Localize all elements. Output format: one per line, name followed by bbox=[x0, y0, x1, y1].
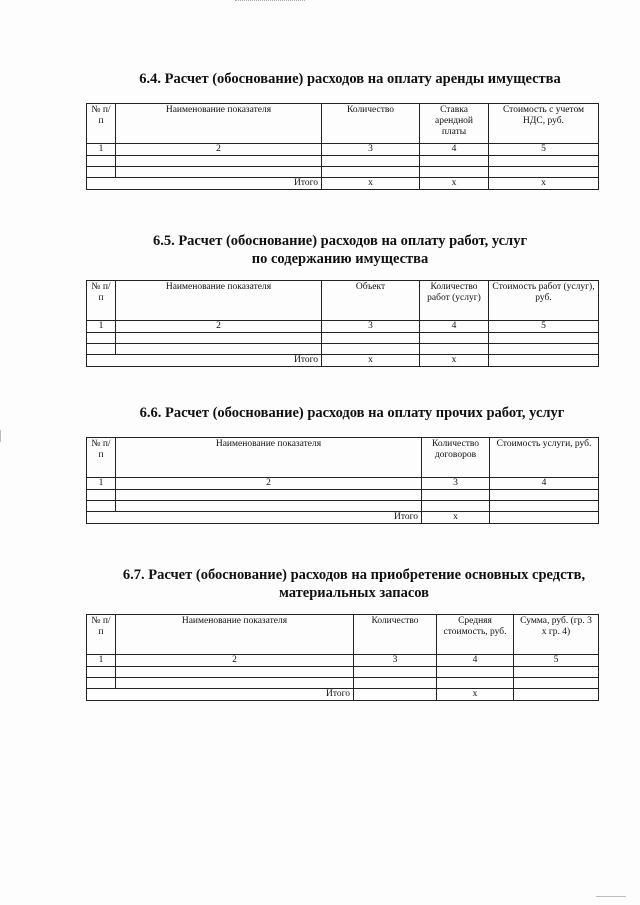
header-row bbox=[87, 615, 599, 655]
cell bbox=[87, 344, 116, 355]
title-line: материальных запасов bbox=[278, 585, 429, 601]
total-cell: x bbox=[437, 689, 514, 701]
header-cell: Наименование показателя bbox=[116, 615, 354, 655]
header-cell: Количество bbox=[322, 104, 420, 144]
title-line: 6.4. Расчет (обоснование) расходов на оплату аренды имущества bbox=[139, 71, 561, 87]
cell bbox=[87, 490, 116, 501]
column-number: 4 bbox=[420, 144, 489, 156]
column-number: 2 bbox=[116, 144, 322, 156]
cell bbox=[116, 156, 322, 167]
cell bbox=[87, 156, 116, 167]
column-number-row bbox=[87, 478, 599, 490]
cell bbox=[489, 156, 599, 167]
header-cell: № п/п bbox=[87, 438, 116, 478]
column-number: 1 bbox=[87, 321, 116, 333]
header-cell: Количество работ (услуг) bbox=[420, 281, 489, 321]
column-number: 1 bbox=[87, 655, 116, 667]
cell bbox=[116, 344, 322, 355]
header-cell: № п/п bbox=[87, 281, 116, 321]
section-title-6-7 bbox=[68, 566, 640, 602]
header-cell: Ставка арендной платы bbox=[420, 104, 489, 144]
cell bbox=[489, 333, 599, 344]
total-cell: x bbox=[489, 178, 599, 190]
table-fixed-assets bbox=[86, 614, 599, 701]
cell bbox=[422, 490, 490, 501]
cell bbox=[87, 167, 116, 178]
header-cell: № п/п bbox=[87, 104, 116, 144]
header-cell: № п/п bbox=[87, 615, 116, 655]
table-rent bbox=[86, 103, 599, 190]
header-cell: Количество bbox=[354, 615, 437, 655]
total-cell: x bbox=[420, 355, 489, 367]
column-number: 4 bbox=[420, 321, 489, 333]
title-line: 6.5. Расчет (обоснование) расходов на оплату работ, услуг bbox=[152, 233, 528, 249]
cell bbox=[87, 678, 116, 689]
cell bbox=[116, 501, 422, 512]
header-cell: Сумма, руб. (гр. 3 х гр. 4) bbox=[514, 615, 599, 655]
cell bbox=[514, 667, 599, 678]
header-cell: Объект bbox=[322, 281, 420, 321]
total-cell bbox=[354, 689, 437, 701]
total-label: Итого bbox=[87, 689, 354, 701]
cell bbox=[490, 490, 599, 501]
header-cell: Наименование показателя bbox=[116, 104, 322, 144]
total-row bbox=[87, 689, 599, 701]
cell bbox=[422, 501, 490, 512]
column-number: 2 bbox=[116, 655, 354, 667]
total-row bbox=[87, 178, 599, 190]
header-cell: Наименование показателя bbox=[116, 438, 422, 478]
empty-row bbox=[87, 667, 599, 678]
column-number: 5 bbox=[514, 655, 599, 667]
total-cell: x bbox=[422, 512, 490, 524]
section-title-6-5 bbox=[40, 232, 640, 268]
title-line: 6.6. Расчет (обоснование) расходов на оплату прочих работ, услуг bbox=[139, 405, 565, 421]
column-number-row bbox=[87, 655, 599, 667]
section-title-6-4 bbox=[60, 70, 640, 88]
column-number: 5 bbox=[489, 321, 599, 333]
column-number: 5 bbox=[489, 144, 599, 156]
column-number: 1 bbox=[87, 478, 116, 490]
cell bbox=[322, 333, 420, 344]
cell bbox=[420, 333, 489, 344]
empty-row bbox=[87, 167, 599, 178]
cell bbox=[87, 333, 116, 344]
cell bbox=[116, 490, 422, 501]
title-line: 6.7. Расчет (обоснование) расходов на приобретение основных средств, bbox=[122, 567, 586, 583]
column-number-row bbox=[87, 144, 599, 156]
scan-artifact bbox=[235, 0, 305, 3]
scan-artifact bbox=[0, 430, 5, 442]
empty-row bbox=[87, 678, 599, 689]
cell bbox=[116, 333, 322, 344]
column-number: 3 bbox=[422, 478, 490, 490]
cell bbox=[354, 667, 437, 678]
scan-artifact bbox=[596, 896, 626, 899]
cell bbox=[116, 678, 354, 689]
cell bbox=[322, 156, 420, 167]
cell bbox=[489, 344, 599, 355]
total-cell bbox=[489, 355, 599, 367]
column-number: 3 bbox=[322, 144, 420, 156]
cell bbox=[420, 344, 489, 355]
cell bbox=[490, 501, 599, 512]
empty-row bbox=[87, 344, 599, 355]
column-number-row bbox=[87, 321, 599, 333]
cell bbox=[514, 678, 599, 689]
header-row bbox=[87, 438, 599, 478]
column-number: 3 bbox=[354, 655, 437, 667]
title-line: по содержанию имущества bbox=[251, 251, 429, 267]
cell bbox=[322, 167, 420, 178]
header-cell: Наименование показателя bbox=[116, 281, 322, 321]
cell bbox=[437, 678, 514, 689]
column-number: 3 bbox=[322, 321, 420, 333]
cell bbox=[420, 167, 489, 178]
cell bbox=[116, 667, 354, 678]
header-row bbox=[87, 281, 599, 321]
empty-row bbox=[87, 501, 599, 512]
total-cell: x bbox=[420, 178, 489, 190]
empty-row bbox=[87, 156, 599, 167]
cell bbox=[87, 667, 116, 678]
table-maintenance bbox=[86, 280, 599, 367]
total-cell bbox=[514, 689, 599, 701]
cell bbox=[116, 167, 322, 178]
column-number: 2 bbox=[116, 321, 322, 333]
column-number: 4 bbox=[490, 478, 599, 490]
table-other-services bbox=[86, 437, 599, 524]
total-label: Итого bbox=[87, 512, 422, 524]
total-row bbox=[87, 512, 599, 524]
total-cell: x bbox=[322, 178, 420, 190]
total-label: Итого bbox=[87, 355, 322, 367]
total-label: Итого bbox=[87, 178, 322, 190]
cell bbox=[322, 344, 420, 355]
cell bbox=[489, 167, 599, 178]
column-number: 2 bbox=[116, 478, 422, 490]
empty-row bbox=[87, 490, 599, 501]
header-cell: Средняя стоимость, руб. bbox=[437, 615, 514, 655]
column-number: 1 bbox=[87, 144, 116, 156]
cell bbox=[437, 667, 514, 678]
cell bbox=[87, 501, 116, 512]
total-row bbox=[87, 355, 599, 367]
total-cell: x bbox=[322, 355, 420, 367]
header-cell: Стоимость работ (услуг), руб. bbox=[489, 281, 599, 321]
cell bbox=[354, 678, 437, 689]
header-cell: Стоимость услуги, руб. bbox=[490, 438, 599, 478]
empty-row bbox=[87, 333, 599, 344]
column-number: 4 bbox=[437, 655, 514, 667]
header-cell: Стоимость с учетом НДС, руб. bbox=[489, 104, 599, 144]
header-cell: Количество договоров bbox=[422, 438, 490, 478]
cell bbox=[420, 156, 489, 167]
total-cell bbox=[490, 512, 599, 524]
section-title-6-6 bbox=[64, 404, 640, 422]
header-row bbox=[87, 104, 599, 144]
